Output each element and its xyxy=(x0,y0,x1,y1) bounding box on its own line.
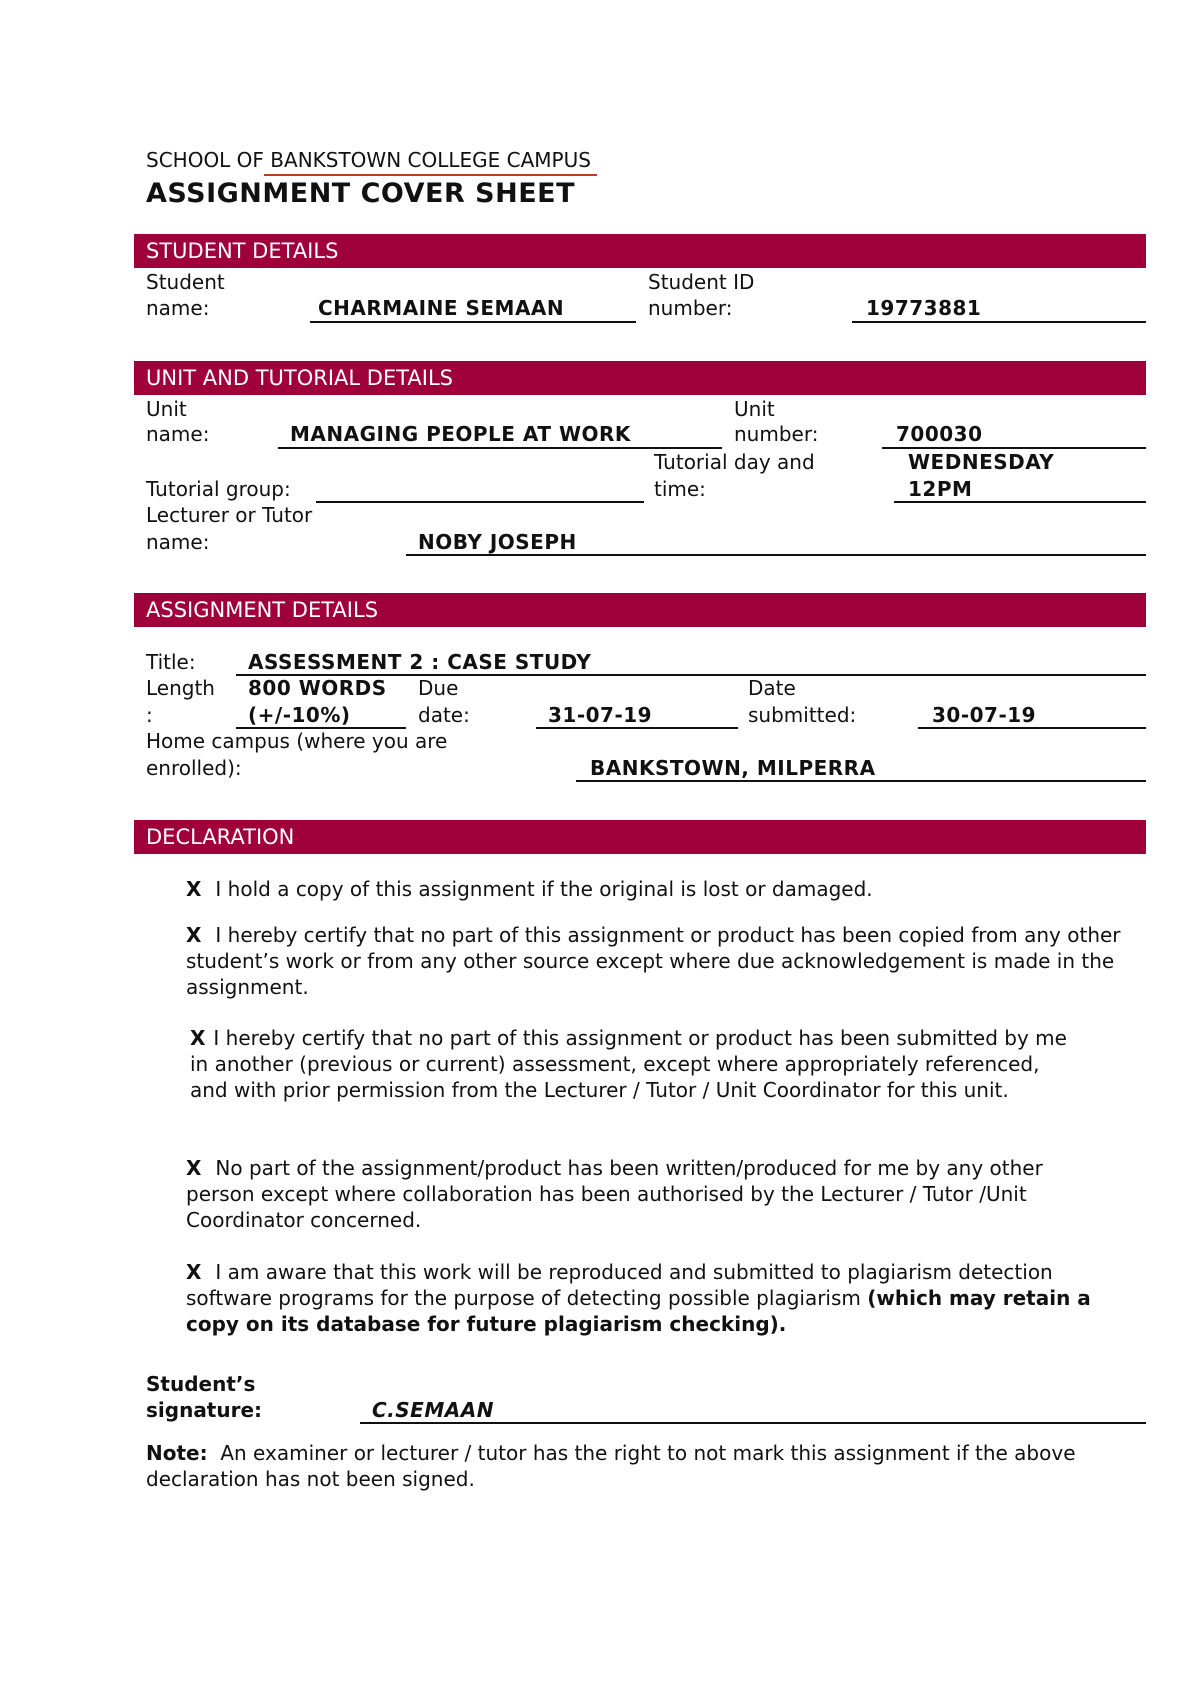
date-submitted-underline xyxy=(918,727,1146,729)
declaration-text-2: I hereby certify that no part of this assignment or product has been copied from any other student’s work or from any other source except where due acknowledgement is made in the assignment. xyxy=(186,923,1121,999)
student-id-underline xyxy=(852,321,1146,323)
student-name-label-2: name: xyxy=(146,296,210,320)
declaration-item-3 xyxy=(190,1025,1070,1103)
tutorial-time-label-1: Tutorial day and xyxy=(654,450,815,474)
declaration-item-2 xyxy=(186,922,1121,1000)
campus-field[interactable]: BANKSTOWN, MILPERRA xyxy=(590,756,876,780)
note xyxy=(146,1440,1106,1492)
note-text: An examiner or lecturer / tutor has the right to not mark this assignment if the above declaration has not been signed. xyxy=(146,1441,1076,1491)
unit-name-label-1: Unit xyxy=(146,397,187,421)
declaration-text-4: No part of the assignment/product has been written/produced for me by any other person except where collaboration has been authorised by the Lecturer / Tutor /Unit Coordinator concerned. xyxy=(186,1156,1043,1232)
signature-field[interactable]: C.SEMAAN xyxy=(372,1398,494,1422)
check-mark-2[interactable]: X xyxy=(186,923,202,947)
tutorial-group-label: Tutorial group: xyxy=(146,477,291,501)
declaration-text-1: I hold a copy of this assignment if the original is lost or damaged. xyxy=(215,877,873,901)
tutorial-group-underline xyxy=(316,501,644,503)
unit-number-underline xyxy=(882,447,1146,449)
unit-number-label-1: Unit xyxy=(734,397,775,421)
student-id-label-1: Student ID xyxy=(648,270,755,294)
tutorial-time-label-2: time: xyxy=(654,477,706,501)
date-submitted-label-1: Date xyxy=(748,676,796,700)
student-name-field[interactable]: CHARMAINE SEMAAN xyxy=(318,296,565,320)
due-date-field[interactable]: 31-07-19 xyxy=(548,703,653,727)
unit-name-label-2: name: xyxy=(146,422,210,446)
length-label-2: : xyxy=(146,703,153,727)
declaration-item-4 xyxy=(186,1155,1091,1233)
campus-label-2: enrolled): xyxy=(146,756,242,780)
school-name: BANKSTOWN COLLEGE CAMPUS xyxy=(264,148,597,176)
declaration-item-1 xyxy=(186,876,1116,902)
due-date-underline xyxy=(536,727,738,729)
lecturer-label-1: Lecturer or Tutor xyxy=(146,503,313,527)
declaration-heading: DECLARATION xyxy=(134,820,1146,854)
student-details-heading: STUDENT DETAILS xyxy=(134,234,1146,268)
check-mark-4[interactable]: X xyxy=(186,1156,202,1180)
signature-label-1: Student’s xyxy=(146,1372,256,1396)
declaration-text-3: I hereby certify that no part of this assignment or product has been submitted by me in another (previous or current) assessment, except where appropriately referenced, and with prior permission from the Lecturer / Tutor / Unit Coordinator for this unit. xyxy=(190,1026,1067,1102)
student-name-label-1: Student xyxy=(146,270,225,294)
check-mark-3[interactable]: X xyxy=(190,1026,206,1050)
unit-number-label-2: number: xyxy=(734,422,819,446)
due-date-label-1: Due xyxy=(418,676,459,700)
school-line xyxy=(146,150,597,170)
lecturer-label-2: name: xyxy=(146,530,210,554)
signature-label-2: signature: xyxy=(146,1398,263,1422)
date-submitted-label-2: submitted: xyxy=(748,703,857,727)
length-field-2[interactable]: (+/-10%) xyxy=(248,703,351,727)
declaration-text-5: I am aware that this work will be reproduced and submitted to plagiarism detection software programs for the purpose of detecting possible plagiarism xyxy=(186,1260,1053,1310)
campus-underline xyxy=(576,780,1146,782)
declaration-item-5 xyxy=(186,1259,1136,1337)
lecturer-underline xyxy=(406,554,1146,556)
school-prefix: SCHOOL OF xyxy=(146,148,264,172)
title-label: Title: xyxy=(146,650,196,674)
date-submitted-field[interactable]: 30-07-19 xyxy=(932,703,1037,727)
signature-underline xyxy=(360,1422,1146,1424)
tutorial-time-underline xyxy=(894,501,1146,503)
student-id-field[interactable]: 19773881 xyxy=(866,296,982,320)
due-date-label-2: date: xyxy=(418,703,470,727)
unit-name-underline xyxy=(278,447,722,449)
assignment-details-heading: ASSIGNMENT DETAILS xyxy=(134,593,1146,627)
length-field-1[interactable]: 800 WORDS xyxy=(248,676,387,700)
check-mark-1[interactable]: X xyxy=(186,877,202,901)
length-label-1: Length xyxy=(146,676,215,700)
unit-details-heading: UNIT AND TUTORIAL DETAILS xyxy=(134,361,1146,395)
assignment-title-field[interactable]: ASSESSMENT 2 : CASE STUDY xyxy=(248,650,592,674)
note-label: Note: xyxy=(146,1441,208,1465)
declaration-text-5-bold: (which may retain a copy on its database for future plagiarism checking). xyxy=(186,1286,1091,1336)
student-name-underline xyxy=(310,321,636,323)
check-mark-5[interactable]: X xyxy=(186,1260,202,1284)
page-title: ASSIGNMENT COVER SHEET xyxy=(146,178,576,209)
unit-name-field[interactable]: MANAGING PEOPLE AT WORK xyxy=(290,422,631,446)
tutorial-time-field-2[interactable]: 12PM xyxy=(908,477,973,501)
student-id-label-2: number: xyxy=(648,296,733,320)
unit-number-field[interactable]: 700030 xyxy=(896,422,983,446)
tutorial-time-field-1[interactable]: WEDNESDAY xyxy=(908,450,1055,474)
lecturer-name-field[interactable]: NOBY JOSEPH xyxy=(418,530,577,554)
campus-label-1: Home campus (where you are xyxy=(146,729,448,753)
